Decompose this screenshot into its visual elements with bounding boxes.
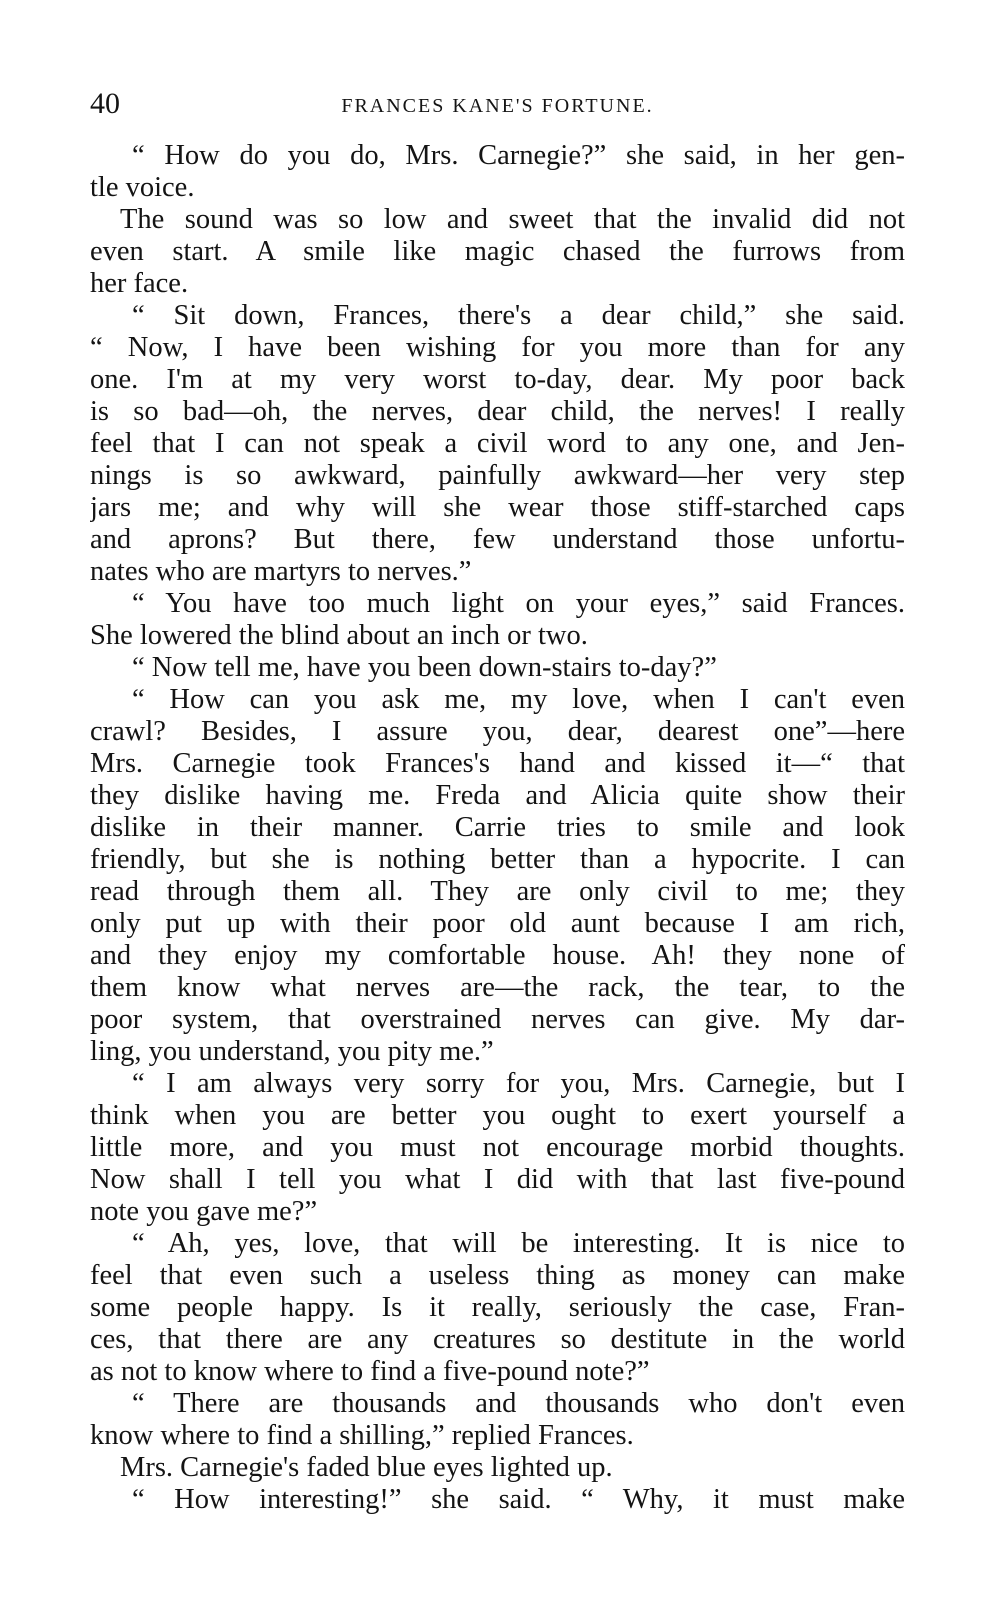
text-line: “ Sit down, Frances, there's a dear child,” she said. bbox=[132, 300, 905, 331]
text-line: even start. A smile like magic chased the furrows from bbox=[90, 236, 905, 267]
text-line: is so bad—oh, the nerves, dear child, the nerves! I really bbox=[90, 396, 905, 427]
text-line: some people happy. Is it really, seriously the case, Fran- bbox=[90, 1292, 905, 1323]
text-line: “ How interesting!” she said. “ Why, it must make bbox=[132, 1484, 905, 1515]
text-line: Now shall I tell you what I did with that last five-pound bbox=[90, 1164, 905, 1195]
text-line: nates who are martyrs to nerves.” bbox=[90, 556, 472, 587]
text-line: know where to find a shilling,” replied Frances. bbox=[90, 1420, 634, 1451]
text-line: one. I'm at my very worst to-day, dear. My poor back bbox=[90, 364, 905, 395]
running-head bbox=[90, 84, 905, 124]
text-line: “ Now, I have been wishing for you more than for any bbox=[90, 332, 905, 363]
text-line: Mrs. Carnegie took Frances's hand and kissed it—“ that bbox=[90, 748, 905, 779]
text-line: “ Now tell me, have you been down-stairs to-day?” bbox=[132, 652, 717, 683]
text-line: and aprons? But there, few understand those unfortu- bbox=[90, 524, 905, 555]
text-line: “ Ah, yes, love, that will be interesting. It is nice to bbox=[132, 1228, 905, 1259]
text-line: “ You have too much light on your eyes,” said Frances. bbox=[132, 588, 905, 619]
text-line: crawl? Besides, I assure you, dear, dearest one”—here bbox=[90, 716, 905, 747]
text-line: “ There are thousands and thousands who don't even bbox=[132, 1388, 905, 1419]
text-line: feel that I can not speak a civil word to any one, and Jen- bbox=[90, 428, 905, 459]
text-line: She lowered the blind about an inch or two. bbox=[90, 620, 588, 651]
text-line: Mrs. Carnegie's faded blue eyes lighted up. bbox=[120, 1452, 613, 1483]
text-line: only put up with their poor old aunt because I am rich, bbox=[90, 908, 905, 939]
text-line: think when you are better you ought to exert yourself a bbox=[90, 1100, 905, 1131]
text-line: they dislike having me. Freda and Alicia quite show their bbox=[90, 780, 905, 811]
text-line: nings is so awkward, painfully awkward—her very step bbox=[90, 460, 905, 491]
text-line: “ How do you do, Mrs. Carnegie?” she said, in her gen- bbox=[132, 140, 905, 171]
text-line: feel that even such a useless thing as money can make bbox=[90, 1260, 905, 1291]
text-line: little more, and you must not encourage morbid thoughts. bbox=[90, 1132, 905, 1163]
text-line: them know what nerves are—the rack, the tear, to the bbox=[90, 972, 905, 1003]
text-line: tle voice. bbox=[90, 172, 195, 203]
text-line: note you gave me?” bbox=[90, 1196, 318, 1227]
text-line: poor system, that overstrained nerves can give. My dar- bbox=[90, 1004, 905, 1035]
text-line: “ How can you ask me, my love, when I can't even bbox=[132, 684, 905, 715]
page-number: 40 bbox=[90, 87, 120, 120]
text-line: The sound was so low and sweet that the invalid did not bbox=[120, 204, 905, 235]
text-line: ling, you understand, you pity me.” bbox=[90, 1036, 494, 1067]
text-line: dislike in their manner. Carrie tries to smile and look bbox=[90, 812, 905, 843]
text-line: and they enjoy my comfortable house. Ah! they none of bbox=[90, 940, 905, 971]
text-line: her face. bbox=[90, 268, 189, 299]
running-title: FRANCES KANE'S FORTUNE. bbox=[341, 95, 654, 117]
body-text bbox=[90, 140, 905, 1516]
text-line: as not to know where to find a five-pound note?” bbox=[90, 1356, 650, 1387]
text-line: “ I am always very sorry for you, Mrs. Carnegie, but I bbox=[132, 1068, 905, 1099]
text-line: read through them all. They are only civil to me; they bbox=[90, 876, 905, 907]
text-line: friendly, but she is nothing better than a hypocrite. I can bbox=[90, 844, 905, 875]
text-line: ces, that there are any creatures so destitute in the world bbox=[90, 1324, 905, 1355]
text-line: jars me; and why will she wear those stiff-starched caps bbox=[90, 492, 905, 523]
